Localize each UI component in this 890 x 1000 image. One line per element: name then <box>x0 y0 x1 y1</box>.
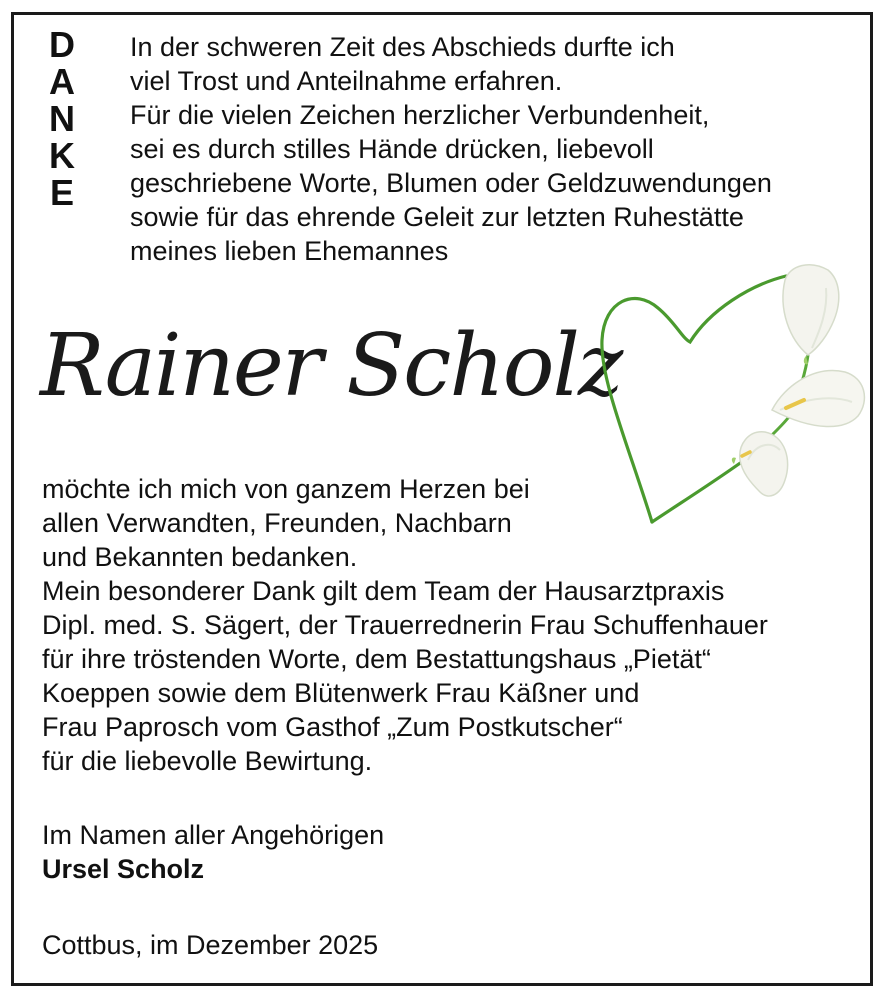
thanks-line: für die liebevolle Bewirtung. <box>42 746 373 776</box>
danke-letter: A <box>49 61 75 102</box>
thanks-line: allen Verwandten, Freunden, Nachbarn <box>42 508 512 538</box>
closing-block <box>42 818 742 886</box>
thanks-line: für ihre tröstenden Worte, dem Bestattungshaus „Pietät“ <box>42 644 711 674</box>
deceased-name-block <box>40 296 622 436</box>
thanks-line: Koeppen sowie dem Blütenwerk Frau Käßner und <box>42 678 640 708</box>
thanks-line: möchte ich mich von ganzem Herzen bei <box>42 474 530 504</box>
signer-name: Ursel Scholz <box>42 854 205 884</box>
thanks-paragraph <box>42 472 862 778</box>
intro-line: geschriebene Worte, Blumen oder Geldzuwendungen <box>130 168 772 198</box>
place-date-block <box>42 928 742 962</box>
intro-paragraph <box>130 30 850 268</box>
place-date: Cottbus, im Dezember 2025 <box>42 930 379 960</box>
intro-line: sei es durch stilles Hände drücken, liebevoll <box>130 134 654 164</box>
danke-letter: N <box>49 98 75 139</box>
thanks-line: Mein besonderer Dank gilt dem Team der Hausarztpraxis <box>42 576 725 606</box>
danke-letter: K <box>49 135 75 176</box>
danke-letter: E <box>49 172 74 213</box>
intro-line: viel Trost und Anteilnahme erfahren. <box>130 66 563 96</box>
danke-letter: D <box>49 24 75 65</box>
closing-line: Im Namen aller Angehörigen <box>42 820 385 850</box>
intro-line: sowie für das ehrende Geleit zur letzten Ruhestätte <box>130 202 744 232</box>
thanks-line: und Bekannten bedanken. <box>42 542 358 572</box>
intro-line: meines lieben Ehemannes <box>130 236 449 266</box>
thanks-line: Dipl. med. S. Sägert, der Trauerrednerin Frau Schuffenhauer <box>42 610 768 640</box>
intro-line: In der schweren Zeit des Abschieds durfte ich <box>130 32 675 62</box>
thanks-line: Frau Paprosch vom Gasthof „Zum Postkutscher“ <box>42 712 623 742</box>
calla-lily-top <box>783 265 839 365</box>
calla-lily-middle <box>772 371 864 427</box>
deceased-name: Rainer Scholz <box>40 316 622 416</box>
danke-heading <box>44 26 80 211</box>
intro-line: Für die vielen Zeichen herzlicher Verbundenheit, <box>130 100 710 130</box>
